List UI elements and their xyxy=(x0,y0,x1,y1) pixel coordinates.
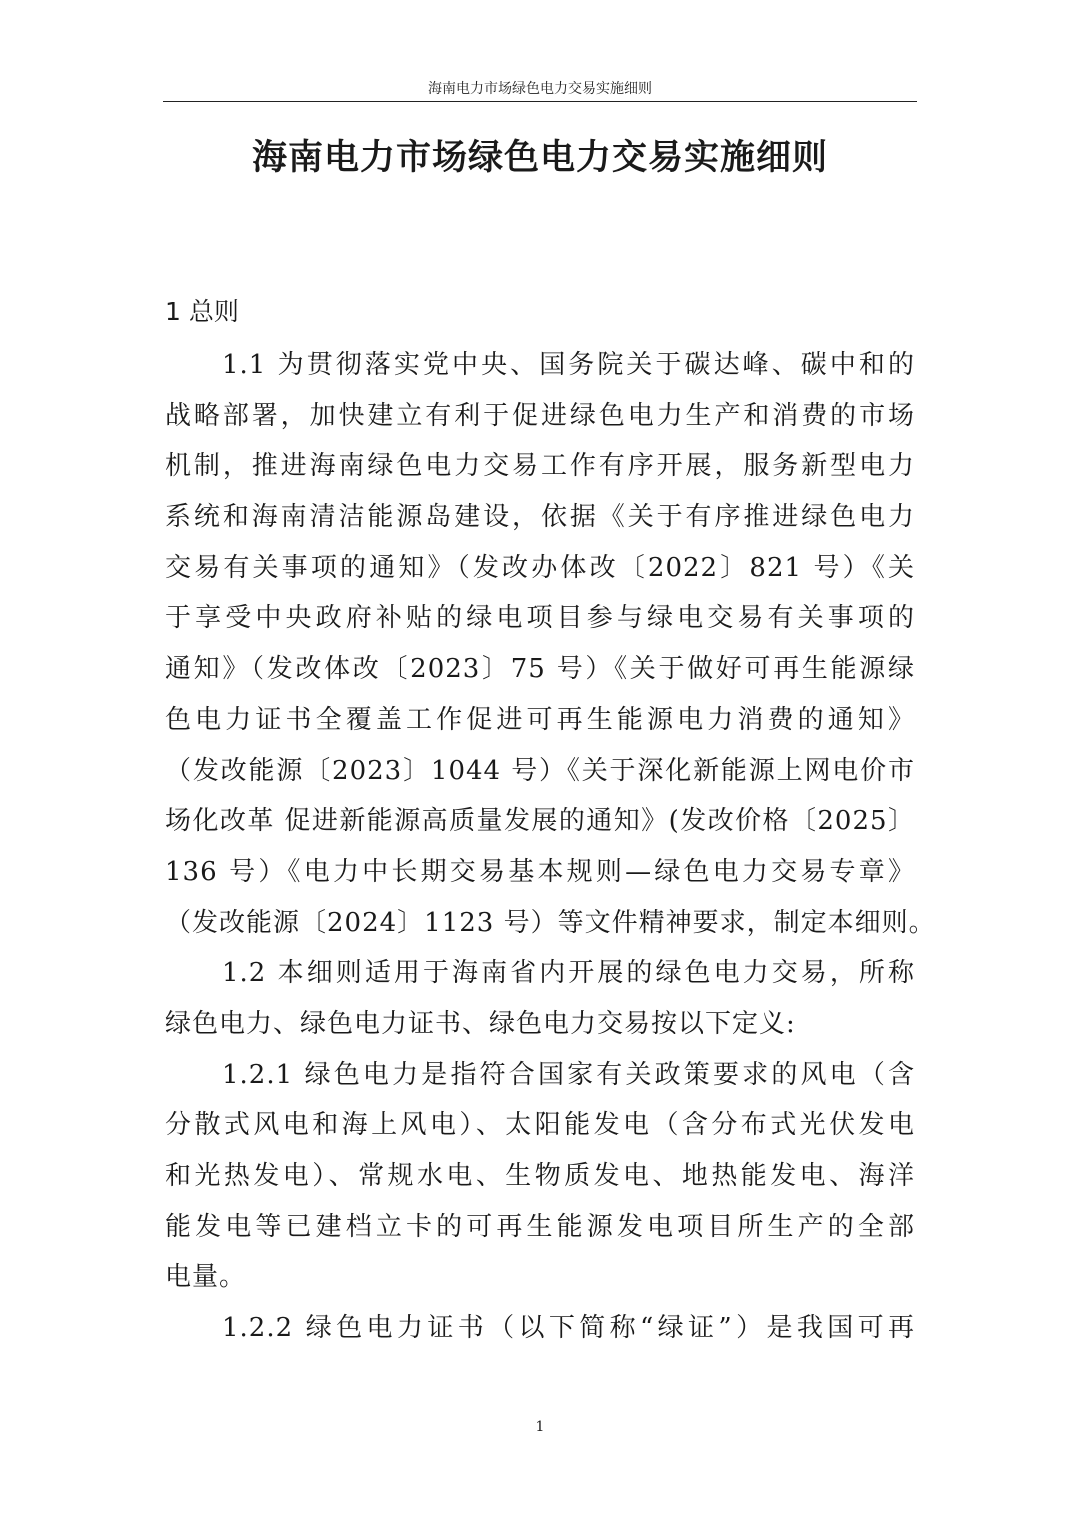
paragraph-line: 1.2.1 绿色电力是指符合国家有关政策要求的风电（含 xyxy=(222,1059,915,1090)
paragraph-line: （发改能源〔2023〕1044 号）《关于深化新能源上网电价市 xyxy=(165,755,915,786)
paragraph-line: 机制，推进海南绿色电力交易工作有序开展，服务新型电力 xyxy=(165,451,915,482)
document-title: 海南电力市场绿色电力交易实施细则 xyxy=(251,137,828,178)
paragraph-line: 系统和海南清洁能源岛建设，依据《关于有序推进绿色电力 xyxy=(165,502,915,533)
paragraph xyxy=(165,1050,915,1303)
paragraph-line: 136 号）《电力中长期交易基本规则—绿色电力交易专章》 xyxy=(165,856,915,887)
paragraph-line: 电量。 xyxy=(165,1262,247,1293)
document-body xyxy=(165,340,936,1354)
paragraph-line: 1.1 为贯彻落实党中央、国务院关于碳达峰、碳中和的 xyxy=(222,350,915,380)
running-header: 海南电力市场绿色电力交易实施细则 xyxy=(428,81,652,97)
paragraph xyxy=(165,948,915,1049)
paragraph-line: 绿色电力、绿色电力证书、绿色电力交易按以下定义: xyxy=(165,1008,796,1039)
header-rule xyxy=(163,101,917,102)
paragraph-line: 战略部署，加快建立有利于促进绿色电力生产和消费的市场 xyxy=(165,400,915,431)
section-heading: 1 总则 xyxy=(165,297,239,326)
page-number: 1 xyxy=(535,1419,545,1435)
paragraph-line: 能发电等已建档立卡的可再生能源发电项目所生产的全部 xyxy=(165,1211,915,1242)
paragraph-line: 通知》（发改体改〔2023〕75 号）《关于做好可再生能源绿 xyxy=(165,654,915,685)
paragraph-line: 于享受中央政府补贴的绿电项目参与绿电交易有关事项的 xyxy=(165,603,915,634)
paragraph-line: 色电力证书全覆盖工作促进可再生能源电力消费的通知》 xyxy=(165,704,915,735)
paragraph-line: 1.2 本细则适用于海南省内开展的绿色电力交易，所称 xyxy=(222,958,915,989)
paragraph xyxy=(165,1303,915,1354)
paragraph-line: 分散式风电和海上风电）、太阳能发电（含分布式光伏发电 xyxy=(165,1110,915,1141)
paragraph xyxy=(165,340,936,948)
paragraph-line: （发改能源〔2024〕1123 号）等文件精神要求，制定本细则。 xyxy=(165,907,936,938)
paragraph-line: 场化改革 促进新能源高质量发展的通知》(发改价格〔2025〕 xyxy=(165,806,915,837)
paragraph-line: 交易有关事项的通知》（发改办体改〔2022〕821 号）《关 xyxy=(165,552,915,583)
paragraph-line: 和光热发电）、常规水电、生物质发电、地热能发电、海洋 xyxy=(165,1161,915,1191)
paragraph-line: 1.2.2 绿色电力证书（以下简称“绿证”）是我国可再 xyxy=(222,1313,915,1344)
